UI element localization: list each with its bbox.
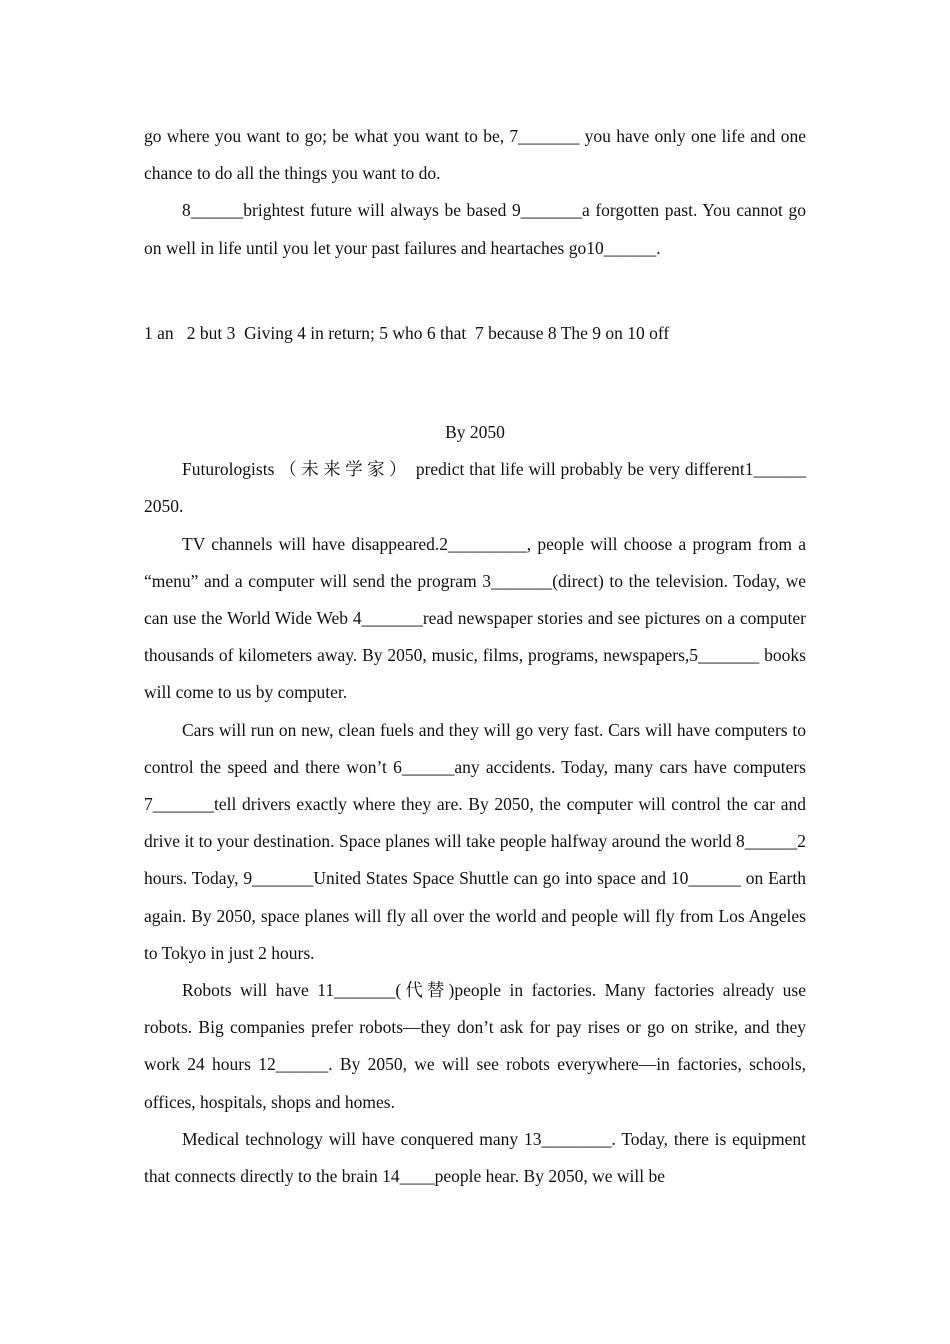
- passage2-paragraph-4: Robots will have 11_______(代替)people in factories. Many factories already use robots. Big companies prefer robots—they don’t ask for pay rises or go on strike, and they work 24 hours 12______. By 2050, we will see robots everywhere—in factories, schools, offices, hospitals, shops and homes.: [144, 980, 806, 1112]
- passage2-paragraph-1: [144, 451, 806, 525]
- passage2-title: By 2050: [445, 422, 505, 443]
- document-page: [144, 118, 806, 1195]
- passage2-paragraph-3: Cars will run on new, clean fuels and they will go very fast. Cars will have computers to control the speed and there won’t 6______any accidents. Today, many cars have computers 7_______tell drivers exactly where they are. By 2050, the computer will control the car and drive it to your destination. Space planes will take people halfway around the world 8______2 hours. Today, 9_______United States Space Shuttle can go into space and 10______ on Earth again. By 2050, space planes will fly all over the world and people will fly from Los Angeles to Tokyo in just 2 hours.: [144, 719, 806, 963]
- passage2-paragraph-5: Medical technology will have conquered many 13________. Today, there is equipment that connects directly to the brain 14____people hear. By 2050, we will be: [144, 1128, 806, 1187]
- p1-text-end: predict that life will probably be very different1______ 2050.: [144, 459, 807, 517]
- passage1-paragraph-1: go where you want to go; be what you want to be, 7_______ you have only one life and one chance to do all the things you want to do.: [144, 126, 806, 184]
- answer-key: 1 an 2 but 3 Giving 4 in return; 5 who 6 that 7 because 8 The 9 on 10 off: [144, 322, 670, 343]
- p1-text-start: Futurologists: [182, 459, 275, 480]
- p1-chinese-gloss: （未来学家）: [279, 459, 411, 480]
- passage1-paragraph-2: 8______brightest future will always be based 9_______a forgotten past. You cannot go on well in life until you let your past failures and heartaches go10______.: [144, 200, 806, 258]
- passage2-paragraph-2: TV channels will have disappeared.2_________, people will choose a program from a “menu” and a computer will send the program 3_______(direct) to the television. Today, we can use the World Wide Web 4_______read newspaper stories and see pictures on a computer thousands of kilometers away. By 2050, music, films, programs, newspapers,5_______ books will come to us by computer.: [144, 533, 806, 703]
